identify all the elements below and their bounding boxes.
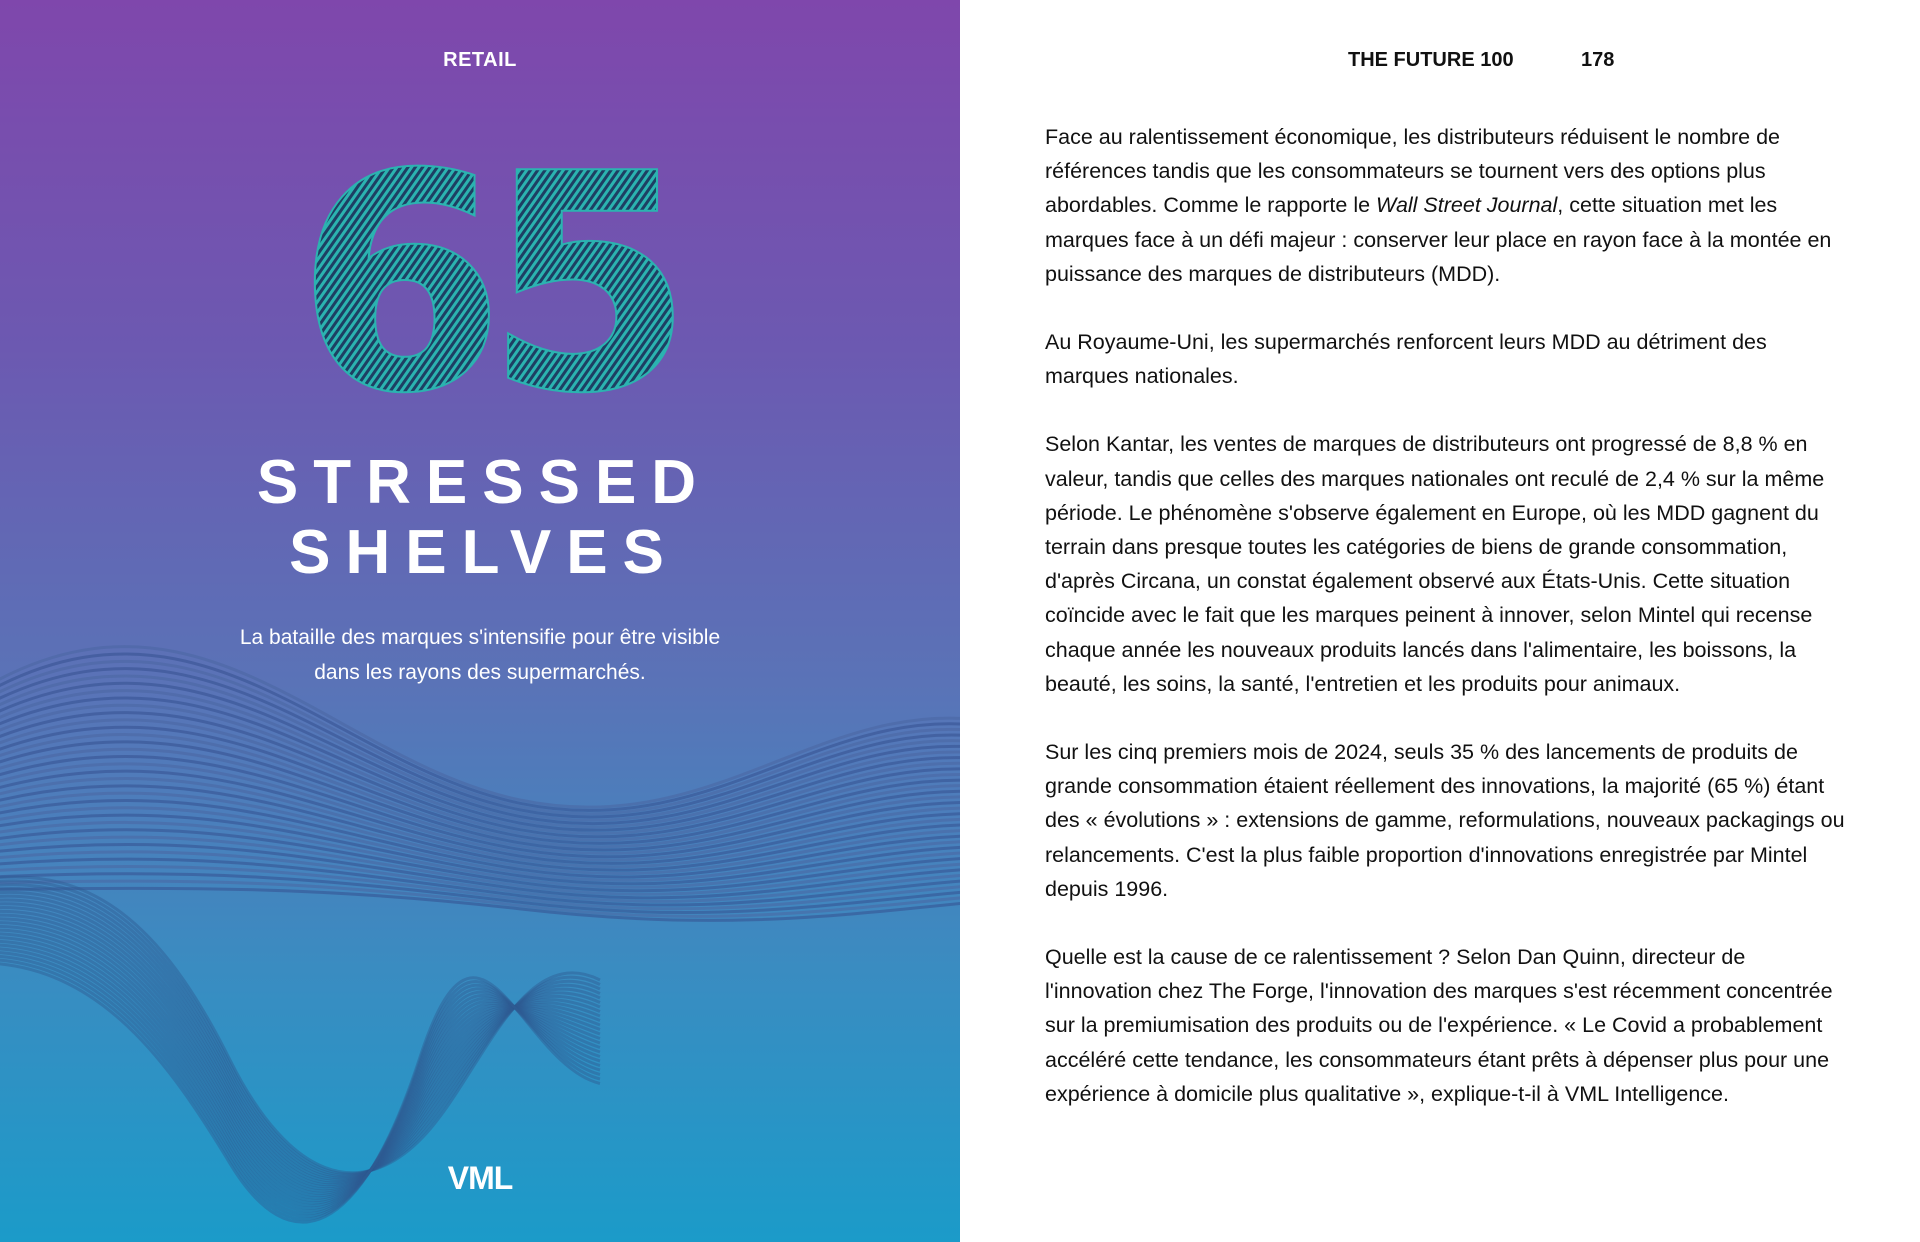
paragraph-2: Au Royaume-Uni, les supermarchés renforcent leurs MDD au détriment des marques nationales.	[1045, 330, 1767, 389]
publication-title: THE FUTURE 100	[1348, 49, 1514, 71]
paragraph-3: Selon Kantar, les ventes de marques de distributeurs ont progressé de 8,8 % en valeur, tandis que celles des marques nationales ont reculé de 2,4 % sur la même période. Le phénomène s'observe également en Europe, où les MDD gagnent du terrain dans presque toutes les catégories de biens de grande consommation, d'après Circana, un constat également observé aux États-Unis. Cette situation coïncide avec le fait que les marques peinent à innover, selon Mintel qui recense chaque année les nouveaux produits lancés dans l'alimentaire, les boissons, la beauté, les soins, la santé, l'entretien et les produits pour animaux.	[1045, 432, 1825, 696]
article-subtitle	[0, 620, 960, 690]
subtitle-line-2: dans les rayons des supermarchés.	[314, 661, 646, 684]
page-number: 178	[1581, 49, 1615, 71]
title-line-1: STRESSED	[256, 448, 712, 517]
publication-name: Wall Street Journal	[1376, 193, 1558, 218]
paragraph-5: Quelle est la cause de ce ralentissement ? Selon Dan Quinn, directeur de l'innovation chez The Forge, l'innovation des marques s'est récemment concentrée sur la premiumisation des produits ou de l'expérience. « Le Covid a probablement accéléré cette tendance, les consommateurs étant prêts à dépenser plus pour une expérience à domicile plus qualitative », explique-t-il à VML Intelligence.	[1045, 945, 1833, 1106]
trend-number-graphic	[290, 150, 680, 410]
article-title	[0, 448, 960, 588]
text-page	[960, 0, 1920, 1242]
article-body	[1045, 120, 1845, 1145]
trend-number: 65	[296, 150, 674, 410]
paragraph-4: Sur les cinq premiers mois de 2024, seuls 35 % des lancements de produits de grande consommation étaient réellement des innovations, la majorité (65 %) étant des « évolutions » : extensions de gamme, reformulations, nouveaux packagings ou relancements. C'est la plus faible proportion d'innovations enregistrée par Mintel depuis 1996.	[1045, 740, 1845, 901]
title-line-2: SHELVES	[289, 518, 679, 587]
vml-logo: VML	[447, 1160, 513, 1196]
wave-line	[0, 889, 600, 1177]
wave-line	[0, 908, 600, 1185]
paragraph-1: Face au ralentissement économique, les distributeurs réduisent le nombre de références tandis que les consommateurs se tournent vers des options plus abordables. Comme le rapporte le Wall Street Journal, cette situation met les marques face à un défi majeur : conserver leur place en rayon face à la montée en puissance des marques de distributeurs (MDD).	[1045, 125, 1832, 286]
subtitle-line-1: La bataille des marques s'intensifie pour être visible	[239, 626, 721, 649]
section-label: RETAIL	[443, 49, 517, 71]
